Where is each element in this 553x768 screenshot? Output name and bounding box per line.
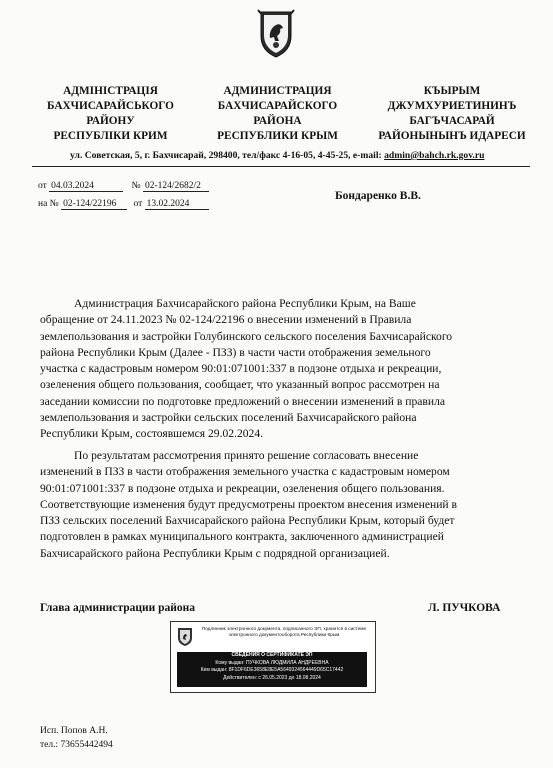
paragraph-line: района Республики Крым (Далее - ПЗЗ) в части части отображения земельного <box>40 345 431 359</box>
outgoing-date: 04.03.2024 <box>49 181 123 192</box>
header-rus-line: РЕСПУБЛИКИ КРЫМ <box>217 130 338 142</box>
header-russian <box>195 84 360 144</box>
certificate-validity: Действителен: с 26.05.2023 до 18.08.2024 <box>223 674 321 681</box>
outgoing-number: 02-124/2682/2 <box>143 181 209 192</box>
paragraph-line: ПЗЗ сельских поселений Бахчисарайского района Республики Крым, который будет <box>40 514 455 528</box>
reference-number: 02-124/22196 <box>61 199 127 210</box>
reference-date: 13.02.2024 <box>145 199 209 210</box>
certificate-info <box>177 652 367 687</box>
header-ukr-line: РАЙОНУ <box>86 115 135 127</box>
paragraph-line: землепользования и застройки сельских поселений Бахчисарайского района <box>40 411 417 425</box>
paragraph-line: Республики Крым, состоявшемся 29.02.2024. <box>40 427 264 441</box>
paragraph-line: участка с кадастровым номером 90:01:071001:337 в подзоне отдыха и рекреации, <box>40 362 442 376</box>
header-crt-line: КЪЫРЫМ <box>423 85 481 97</box>
executor-phone: тел.: 73655442494 <box>40 740 113 750</box>
paragraph-line: обращение от 24.11.2023 № 02-124/22196 о внесении изменений в Правила <box>40 313 412 327</box>
header-crt-line: БАГЪЧАСАРАЙ <box>409 115 495 127</box>
paragraph-line: Администрация Бахчисарайского района Республики Крым, на Ваше <box>74 297 416 310</box>
body-paragraph-2 <box>40 448 510 562</box>
header-rus-line: БАХЧИСАРАЙСКОГО <box>217 100 338 112</box>
incoming-reference <box>38 199 209 210</box>
executor-name: Исп. Попов А.Н. <box>40 726 108 736</box>
header-crimean-tatar <box>366 84 538 144</box>
from-label: от <box>38 181 47 191</box>
stamp-emblem-icon <box>177 627 193 647</box>
stamp-note: Подлинник электронного документа, подписанного ЭП, хранится в системе электронного документооборота Республики Крым <box>201 626 367 637</box>
paragraph-line: озеленения общего пользования, сообщает, что указанный вопрос рассмотрен на <box>40 378 440 392</box>
header-crt-line: ДЖУМХУРИЕТИНИНЪ <box>387 100 517 112</box>
header-crt-line: РАЙОНЫНЫНЪ ИДАРЕСИ <box>378 130 526 142</box>
paragraph-line: изменений в ПЗЗ в части отображения земельного участка с кадастровым номером <box>40 465 450 479</box>
crimea-coat-of-arms-icon <box>255 8 297 58</box>
reference-from-label: от <box>133 199 143 209</box>
paragraph-line: подготовлен в рамках муниципального контракта, заключенного администрацией <box>40 530 444 544</box>
header-ukr-line: БАХЧИСАРАЙСЬКОГО <box>47 100 174 112</box>
paragraph-line: Соответствующие изменения будут предусмотрены проектом внесения изменений в <box>40 497 457 511</box>
to-label: на № <box>38 199 59 209</box>
signatory-position: Глава администрации района <box>40 602 196 614</box>
paragraph-line: По результатам рассмотрения принято решение согласовать внесение <box>74 449 419 462</box>
outgoing-registration <box>38 181 209 192</box>
body-paragraph-1 <box>40 296 510 443</box>
executor-info <box>40 724 113 752</box>
header-divider <box>32 166 530 167</box>
recipient-name: Бондаренко В.В. <box>335 190 421 202</box>
number-label: № <box>131 181 141 191</box>
header-rus-line: РАЙОНА <box>253 115 302 127</box>
header-ukr-line: РЕСПУБЛІКИ КРИМ <box>53 130 168 142</box>
signatory-name: Л. ПУЧКОВА <box>428 602 501 614</box>
electronic-signature-stamp <box>170 621 376 693</box>
certificate-title: СВЕДЕНИЯ О СЕРТИФИКАТЕ ЭП <box>231 652 313 658</box>
header-ukrainian <box>28 84 193 144</box>
address-line <box>70 150 484 161</box>
address-text: ул. Советская, 5, г. Бахчисарай, 298400, тел/факс 4-16-05, 4-45-25, e-mail: <box>70 150 382 161</box>
paragraph-line: Бахчисарайского района Республики Крым с подрядной организацией. <box>40 546 390 560</box>
header-ukr-line: АДМІНІСТРАЦІЯ <box>63 85 158 97</box>
certificate-serial: Кем выдан: 8F1DF6DE3658E8E5A5649324564449D65C17442 <box>200 667 344 673</box>
email-link[interactable]: admin@bahch.rk.gov.ru <box>384 150 485 161</box>
paragraph-line: заседании комиссии по подготовке предложений о внесении изменений в правила <box>40 394 446 408</box>
header-rus-line: АДМИНИСТРАЦИЯ <box>223 85 332 97</box>
certificate-owner: Кому выдан: ПУЧКОВА ЛЮДМИЛА АНДРЕЕВНА <box>215 659 329 666</box>
paragraph-line: землепользования и застройки Голубинского сельского поселения Бахчисарайского <box>40 329 453 343</box>
paragraph-line: 90:01:071001:337 в подзоне отдыха и рекреации, озеленения общего пользования. <box>40 481 445 495</box>
